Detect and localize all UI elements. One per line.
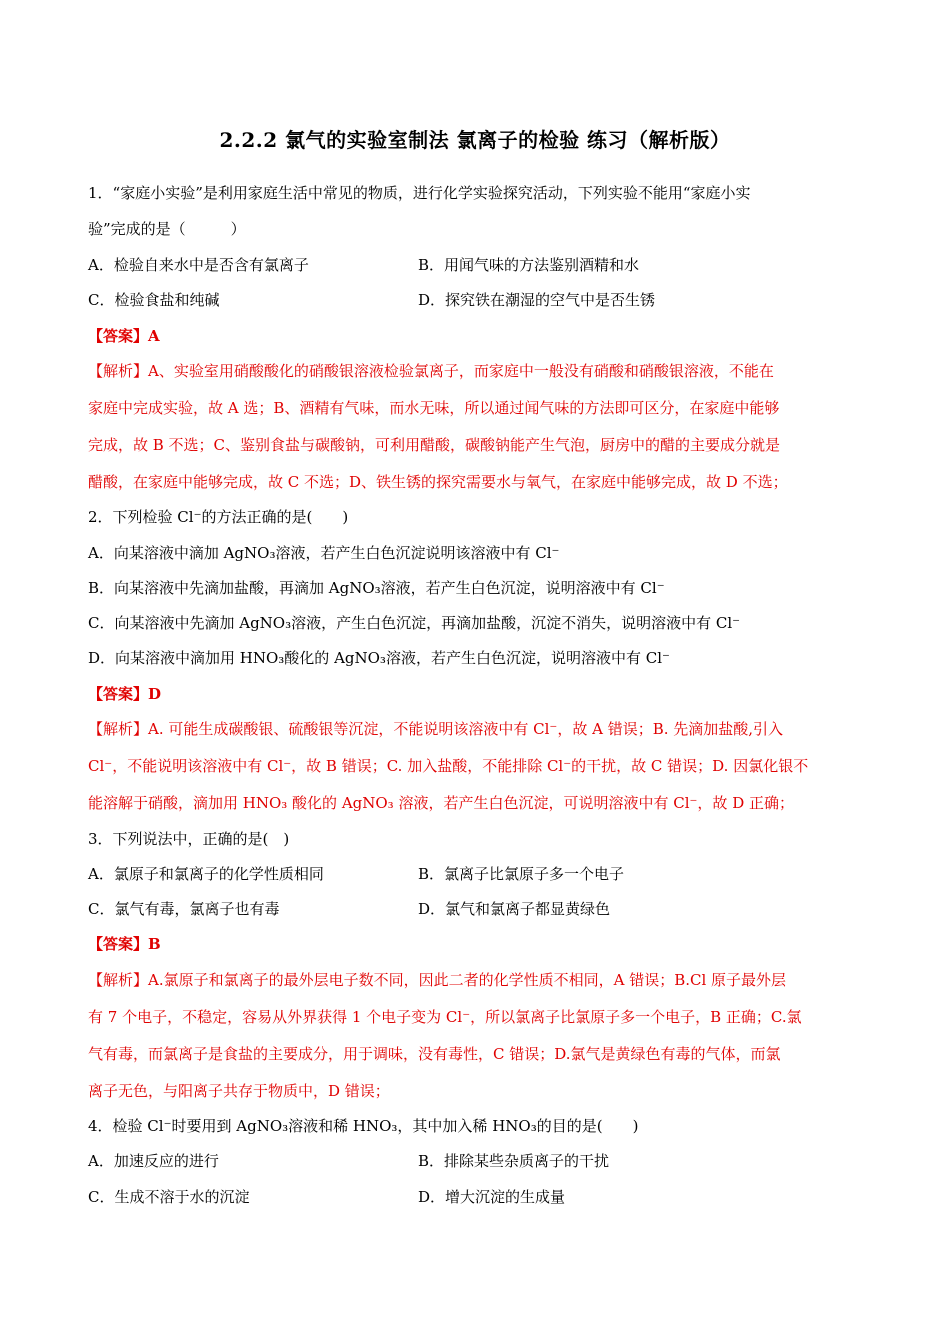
q1-explanation-line4: 醋酸，在家庭中能够完成，故 C 不选；D、铁生锈的探究需要水与氧气，在家庭中能够完成，故 D 不选；: [88, 473, 788, 491]
q1-explanation-line1: 【解析】A、实验室用硝酸酸化的硝酸银溶液检验氯离子，而家庭中一般没有硝酸和硝酸银溶液，不能在: [88, 362, 774, 380]
q1-explanation-line2: 家庭中完成实验，故 A 选；B、酒精有气味，而水无味，所以通过闻气味的方法即可区分，在家庭中能够: [88, 399, 780, 417]
q2-explanation-line2: Cl⁻，不能说明该溶液中有 Cl⁻，故 B 错误；C. 加入盐酸，不能排除 Cl⁻的干扰，故 C 错误；D. 因氯化银不: [88, 757, 809, 775]
q3-option-c: C．氯气有毒，氯离子也有毒: [88, 900, 280, 918]
q2-answer: 【答案】D: [88, 685, 162, 703]
page-title: 2.2.2 氯气的实验室制法 氯离子的检验 练习（解析版）: [219, 128, 731, 152]
q2-option-d: D．向某溶液中滴加用 HNO₃酸化的 AgNO₃溶液，若产生白色沉淀，说明溶液中有 Cl⁻: [88, 649, 670, 667]
q1-option-a: A．检验自来水中是否含有氯离子: [88, 256, 309, 274]
q2-explanation-line1: 【解析】A. 可能生成碳酸银、硫酸银等沉淀，不能说明该溶液中有 Cl⁻，故 A 错误；B. 先滴加盐酸,引入: [88, 720, 784, 738]
q3-explanation-line1: 【解析】A.氯原子和氯离子的最外层电子数不同，因此二者的化学性质不相同，A 错误；B.Cl 原子最外层: [88, 971, 787, 989]
q1-option-d: D．探究铁在潮湿的空气中是否生锈: [418, 291, 656, 309]
q3-answer: 【答案】B: [88, 935, 161, 953]
q3-explanation-line2: 有 7 个电子，不稳定，容易从外界获得 1 个电子变为 Cl⁻，所以氯离子比氯原子多一个电子，B 正确；C.氯: [88, 1008, 802, 1026]
q1-stem-line1: 1．“家庭小实验”是利用家庭生活中常见的物质，进行化学实验探究活动，下列实验不能用“家庭小实: [88, 184, 751, 202]
q4-option-a: A．加速反应的进行: [88, 1152, 219, 1170]
q2-option-c: C．向某溶液中先滴加 AgNO₃溶液，产生白色沉淀，再滴加盐酸，沉淀不消失，说明溶液中有 Cl⁻: [88, 614, 741, 632]
q1-answer: 【答案】A: [88, 327, 160, 345]
q2-option-a: A．向某溶液中滴加 AgNO₃溶液，若产生白色沉淀说明该溶液中有 Cl⁻: [88, 544, 560, 562]
q3-option-b: B．氯离子比氯原子多一个电子: [418, 865, 625, 883]
q1-option-c: C．检验食盐和纯碱: [88, 291, 220, 309]
q1-stem-line2: 验”完成的是（ ）: [88, 220, 246, 238]
q3-explanation-line4: 离子无色，与阳离子共存于物质中，D 错误；: [88, 1082, 390, 1100]
q2-stem: 2．下列检验 Cl⁻的方法正确的是( ): [88, 508, 349, 526]
q4-stem: 4．检验 Cl⁻时要用到 AgNO₃溶液和稀 HNO₃，其中加入稀 HNO₃的目的是( ): [88, 1117, 639, 1135]
q3-option-d: D．氯气和氯离子都显黄绿色: [418, 900, 611, 918]
q4-option-d: D．增大沉淀的生成量: [418, 1188, 566, 1206]
q3-stem: 3．下列说法中，正确的是( ): [88, 830, 290, 848]
q3-option-a: A．氯原子和氯离子的化学性质相同: [88, 865, 324, 883]
q4-option-c: C．生成不溶于水的沉淀: [88, 1188, 250, 1206]
q1-option-b: B．用闻气味的方法鉴别酒精和水: [418, 256, 640, 274]
q2-explanation-line3: 能溶解于硝酸，滴加用 HNO₃ 酸化的 AgNO₃ 溶液，若产生白色沉淀，可说明溶液中有 Cl⁻，故 D 正确；: [88, 794, 794, 812]
q2-option-b: B．向某溶液中先滴加盐酸，再滴加 AgNO₃溶液，若产生白色沉淀，说明溶液中有 Cl⁻: [88, 579, 665, 597]
q1-explanation-line3: 完成，故 B 不选；C、鉴别食盐与碳酸钠，可利用醋酸，碳酸钠能产生气泡，厨房中的醋的主要成分就是: [88, 436, 781, 454]
q3-explanation-line3: 气有毒，而氯离子是食盐的主要成分，用于调味，没有毒性，C 错误；D.氯气是黄绿色有毒的气体，而氯: [88, 1045, 781, 1063]
q4-option-b: B．排除某些杂质离子的干扰: [418, 1152, 610, 1170]
